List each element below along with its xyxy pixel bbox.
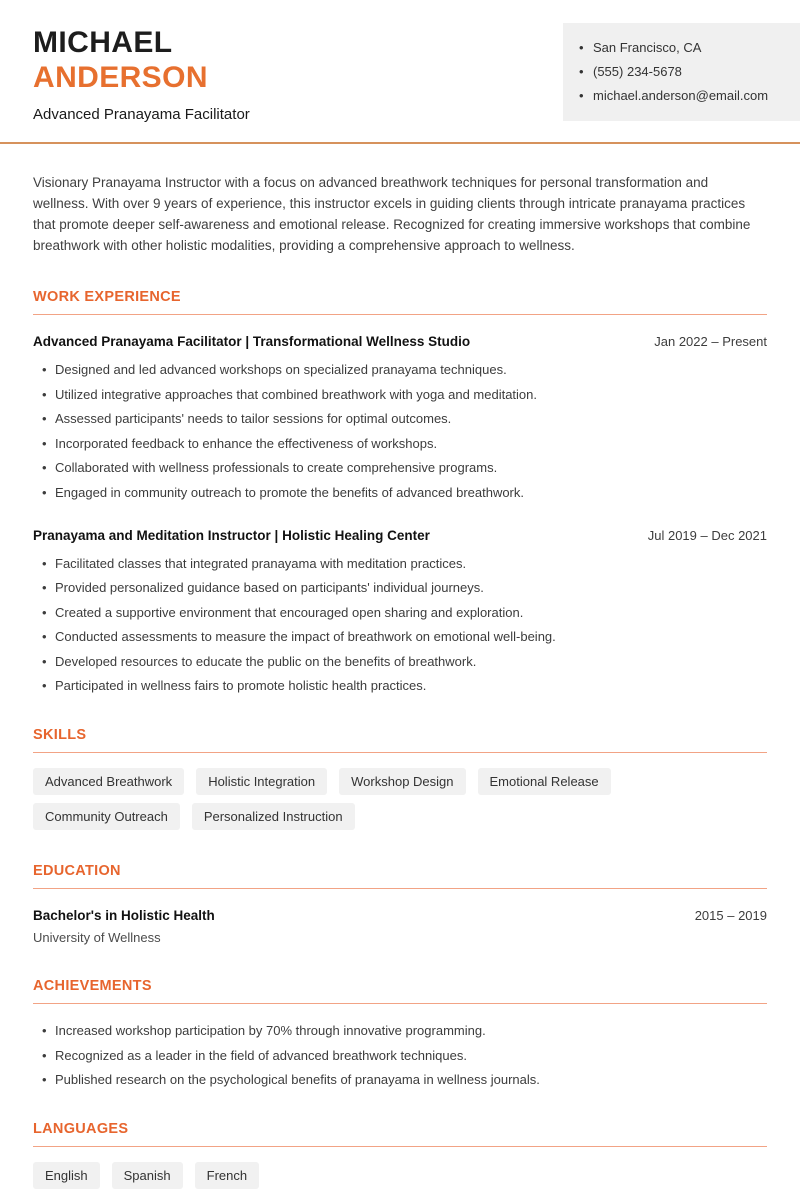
education-entry	[33, 908, 767, 945]
job-bullet: • Facilitated classes that integrated pranayama with meditation practices.	[42, 556, 767, 572]
job-dates: Jan 2022 – Present	[654, 334, 767, 349]
job-bullet: • Assessed participants' needs to tailor sessions for optimal outcomes.	[42, 411, 767, 427]
job-dates: Jul 2019 – Dec 2021	[647, 527, 767, 543]
education-school: University of Wellness	[33, 930, 161, 945]
job-bullet: • Participated in wellness fairs to promote holistic health practices.	[42, 678, 767, 694]
language-pill: English	[33, 1162, 100, 1189]
language-pill: French	[195, 1162, 259, 1189]
resume-body	[0, 172, 800, 1189]
language-pill: Spanish	[112, 1162, 183, 1189]
job-bullet-list	[33, 362, 767, 501]
job-title: Advanced Pranayama Facilitator | Transformational Wellness Studio	[33, 334, 471, 349]
section-work-experience	[33, 289, 767, 694]
section-education	[33, 863, 767, 945]
skill-pill: Emotional Release	[478, 768, 611, 795]
achievement-bullet: • Published research on the psychological benefits of pranayama in wellness journals.	[42, 1072, 767, 1088]
languages-pill-list	[33, 1162, 767, 1189]
job-entry	[33, 334, 767, 501]
first-name: MICHAEL	[33, 26, 173, 59]
last-name: ANDERSON	[33, 61, 208, 94]
section-title-achievements: ACHIEVEMENTS	[33, 978, 767, 1004]
skill-pill: Advanced Breathwork	[33, 768, 184, 795]
contact-box	[563, 23, 800, 121]
job-entry	[33, 528, 767, 695]
job-bullet: • Provided personalized guidance based on participants' individual journeys.	[42, 580, 767, 596]
job-header	[33, 528, 767, 543]
section-title-skills: SKILLS	[33, 727, 767, 753]
contact-location: • San Francisco, CA	[579, 36, 784, 60]
education-dates: 2015 – 2019	[694, 908, 767, 923]
education-degree: Bachelor's in Holistic Health	[33, 908, 215, 923]
skills-pill-list	[33, 768, 767, 830]
header-identity	[33, 23, 250, 123]
contact-email: • michael.anderson@email.com	[579, 84, 784, 108]
achievements-list	[33, 1023, 767, 1088]
section-title-education: EDUCATION	[33, 863, 767, 889]
job-bullet: • Created a supportive environment that encouraged open sharing and exploration.	[42, 605, 767, 621]
skill-pill: Holistic Integration	[196, 768, 327, 795]
person-name	[33, 25, 250, 95]
job-bullet: • Developed resources to educate the public on the benefits of breathwork.	[42, 654, 767, 670]
achievement-bullet: • Recognized as a leader in the field of advanced breathwork techniques.	[42, 1048, 767, 1064]
section-title-languages: LANGUAGES	[33, 1121, 767, 1147]
header-divider	[0, 142, 800, 144]
job-bullet: • Incorporated feedback to enhance the effectiveness of workshops.	[42, 436, 767, 452]
achievement-bullet: • Increased workshop participation by 70% through innovative programming.	[42, 1023, 767, 1039]
job-header	[33, 334, 767, 349]
header-job-title: Advanced Pranayama Facilitator	[33, 106, 250, 123]
job-bullet-list	[33, 556, 767, 695]
summary-paragraph: Visionary Pranayama Instructor with a focus on advanced breathwork techniques for personal transformation and wellness. With over 9 years of experience, this instructor excels in guiding clients through intricate pranayama practices that promote deeper self-awareness and emotional release. Recognized for creating immersive workshops that combine breathwork with other holistic modalities, providing a comprehensive approach to wellness.	[33, 175, 751, 253]
education-details	[33, 908, 215, 945]
section-languages	[33, 1121, 767, 1189]
contact-list	[579, 36, 784, 108]
contact-phone: • (555) 234-5678	[579, 60, 784, 84]
skill-pill: Community Outreach	[33, 803, 180, 830]
section-skills	[33, 727, 767, 830]
skill-pill: Personalized Instruction	[192, 803, 355, 830]
job-bullet: • Designed and led advanced workshops on specialized pranayama techniques.	[42, 362, 767, 378]
section-title-work-experience: WORK EXPERIENCE	[33, 289, 767, 315]
section-achievements	[33, 978, 767, 1088]
job-title: Pranayama and Meditation Instructor | Holistic Healing Center	[33, 527, 430, 543]
job-bullet: • Conducted assessments to measure the impact of breathwork on emotional well-being.	[42, 629, 767, 645]
job-bullet: • Utilized integrative approaches that combined breathwork with yoga and meditation.	[42, 387, 767, 403]
job-bullet: • Engaged in community outreach to promote the benefits of advanced breathwork.	[42, 485, 767, 501]
skill-pill: Workshop Design	[339, 768, 465, 795]
header	[0, 0, 800, 123]
job-bullet: • Collaborated with wellness professionals to create comprehensive programs.	[42, 460, 767, 476]
